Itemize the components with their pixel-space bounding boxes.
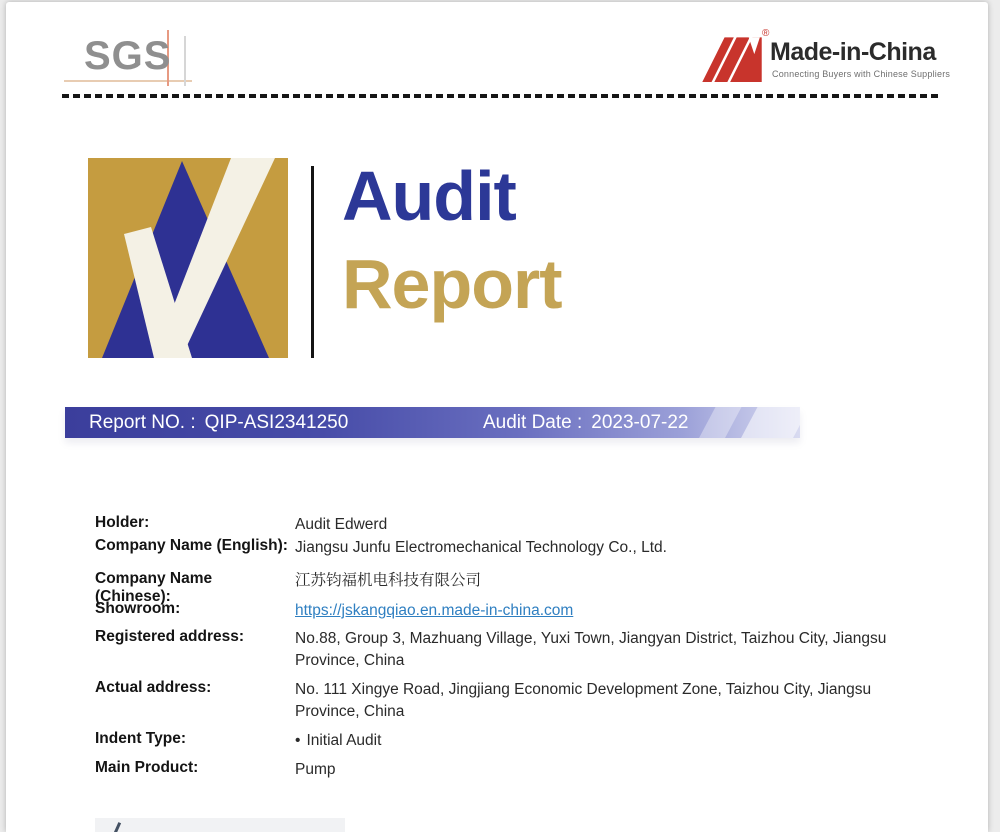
bullet-icon: •: [295, 732, 301, 749]
made-in-china-m-icon: [700, 30, 764, 82]
field-label: Actual address:: [95, 679, 212, 696]
audit-date: [483, 407, 688, 438]
field-label: Company Name (Chinese):: [95, 570, 213, 605]
sgs-crosshair-hline: [64, 80, 192, 82]
page-title-report: Report: [342, 245, 562, 323]
field-label: Company Name (English):: [95, 537, 288, 554]
field-label: Indent Type:: [95, 730, 186, 747]
field-label: Holder:: [95, 514, 150, 531]
next-section-cutoff: [95, 818, 345, 832]
page-title-audit: Audit: [342, 157, 516, 235]
sgs-logo: [68, 28, 198, 90]
title-separator-line: [311, 166, 314, 358]
report-number-value: QIP-ASI2341250: [204, 412, 349, 433]
field-value: Pump: [295, 761, 336, 778]
field-value: [295, 600, 887, 622]
field-value: Jiangsu Junfu Electromechanical Technology Co., Ltd.: [295, 539, 667, 556]
field-label: Showroom:: [95, 600, 181, 617]
bar-decor-slash: [696, 407, 743, 438]
field-label: Main Product:: [95, 759, 199, 776]
registered-trademark-icon: ®: [762, 28, 770, 39]
sgs-crosshair-vline-grey: [184, 36, 186, 86]
field-value: [295, 730, 887, 752]
audit-date-label: Audit Date :: [483, 412, 583, 433]
report-info-bar: [65, 407, 800, 438]
field-label: Registered address:: [95, 628, 245, 645]
audit-report-logo-icon: [88, 158, 288, 358]
bar-decor-slash: [738, 407, 800, 438]
showroom-link[interactable]: https://jskangqiao.en.made-in-china.com: [295, 602, 574, 619]
field-value: 江苏钧福机电科技有限公司: [295, 572, 482, 589]
sgs-logo-text: SGS: [84, 34, 172, 78]
indent-type-value: Initial Audit: [306, 732, 382, 749]
document-page: [6, 2, 988, 832]
field-value: No.88, Group 3, Mazhuang Village, Yuxi Town, Jiangyan District, Taizhou City, Jiangsu Province, China: [295, 630, 887, 669]
made-in-china-wordmark: Made-in-China: [770, 38, 936, 66]
audit-date-value: 2023-07-22: [591, 412, 689, 433]
checkmark-tip-icon: [112, 822, 121, 832]
header-dashed-divider: [62, 94, 940, 98]
made-in-china-logo: [700, 28, 950, 90]
report-number: [89, 407, 348, 438]
field-value: Audit Edwerd: [295, 516, 388, 533]
made-in-china-tagline: Connecting Buyers with Chinese Suppliers: [772, 69, 951, 79]
report-number-label: Report NO. :: [89, 412, 196, 433]
field-value: No. 111 Xingye Road, Jingjiang Economic Development Zone, Taizhou City, Jiangsu Province, China: [295, 681, 872, 720]
